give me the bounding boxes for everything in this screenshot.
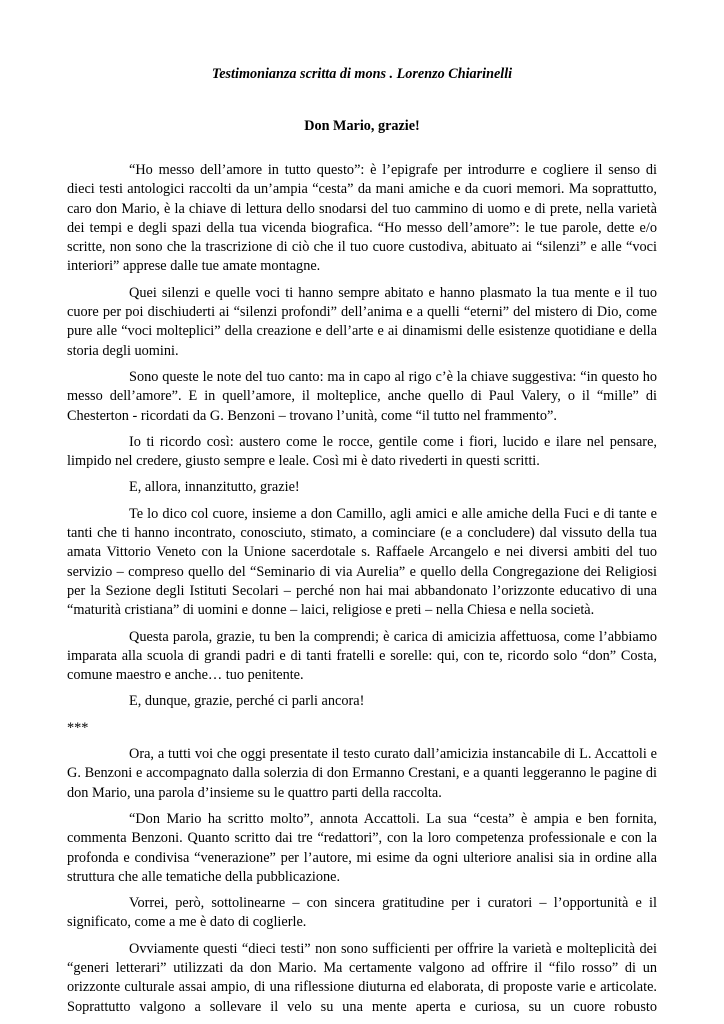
paragraph: Ora, a tutti voi che oggi presentate il testo curato dall’amicizia instancabile di L. Accattoli e G. Benzoni e accompagnato dalla solerzia di don Ermanno Crestani, e a quanti leggeranno le pagine di don Mario, una parola d’insieme su le quattro parti della raccolta. — [67, 746, 657, 801]
paragraph: E, dunque, grazie, perché ci parli ancora! — [129, 693, 365, 710]
document-title: Don Mario, grazie! — [304, 118, 420, 134]
paragraph: Sono queste le note del tuo canto: ma in capo al rigo c’è la chiave suggestiva: “in questo ho messo dell’amore”. E in quell’amore, il molteplice, anche quello di Paul Valery, o il “mille” di Chesterton - ricordati da G. Benzoni – trovano l’unità, come “il tutto nel frammento”. — [67, 368, 657, 424]
paragraph: Questa parola, grazie, tu ben la comprendi; è carica di amicizia affettuosa, come l’abbiamo imparata alla scuola di grandi padri e di tanti fratelli e sorelle: qui, con te, ricordo solo “don” Costa, comune maestro e anche… tuo penitente. — [67, 628, 657, 684]
paragraph: “Ho messo dell’amore in tutto questo”: è l’epigrafe per introdurre e cogliere il senso di dieci testi antologici raccolti da un’ampia “cesta” da mani amiche e da cuori memori. Ma soprattutto, caro don Mario, è la chiave di lettura dello snodarsi del tuo cammino di uomo e di prete, nella varietà dei tempi e degli spazi della tua vicenda biografica. “Ho messo dell’amore”: le tue parole, dette e/o scritte, non sono che la trascrizione di ciò che il tuo cuore custodiva, abituato ai “silenzi” e alle “voci interiori” apprese dalle tue amate montagne. — [67, 162, 657, 275]
paragraph: Vorrei, però, sottolinearne – con sincera gratitudine per i curatori – l’opportunità e il significato, come a me è dato di coglierle. — [67, 895, 657, 931]
document-body — [67, 161, 657, 1024]
paragraph: “Don Mario ha scritto molto”, annota Accattoli. La sua “cesta” è ampia e ben fornita, commenta Benzoni. Quanto scritto dai tre “redattori”, con la loro competenza professionale e con la profonda e condivisa “venerazione” per l’autore, mi esime da ogni ulteriore analisi sia in ordine alla struttura che alle tematiche della pubblicazione. — [67, 810, 657, 885]
paragraph: Ovviamente questi “dieci testi” non sono sufficienti per offrire la varietà e molteplicità dei “generi letterari” utilizzati da don Mario. Ma certamente valgono ad offrire il “filo rosso” di un orizzonte culturale assai ampio, di una riflessione diuturna ed elaborata, di proposte varie e articolate. Soprattutto valgono a sollevare il velo su una mente aperta e curiosa, su un cuore robusto — [67, 940, 657, 1015]
paragraph: E, allora, innanzitutto, grazie! — [129, 479, 300, 496]
document-header: Testimonianza scritta di mons . Lorenzo Chiarinelli — [211, 66, 513, 82]
paragraph: Te lo dico col cuore, insieme a don Camillo, agli amici e alle amiche della Fuci e di tante e tanti che ti hanno incontrato, conosciuto, stimato, a cominciare (e a concludere) dal vissuto della tua amata Vittorio Veneto con la Unione sacerdotale s. Raffaele Arcangelo e nei diversi ambiti del tuo servizio – compreso quello del “Seminario di via Aurelia” e quello della Congregazione dei Religiosi per la Sezione degli Istituti Secolari – perché non hai mai abbandonato l’orizzonte educativo di una “maturità cristiana” di uomini e donne – laici, religiose e preti – nella Chiesa e nella società. — [67, 505, 657, 619]
section-separator: *** — [67, 719, 89, 736]
paragraph: Io ti ricordo così: austero come le rocce, gentile come i fiori, lucido e ilare nel pensare, limpido nel credere, giusto sempre e leale. Così mi è dato rivederti in questi scritti. — [67, 433, 657, 470]
paragraph: Quei silenzi e quelle voci ti hanno sempre abitato e hanno plasmato la tua mente e il tuo cuore per poi dischiuderti ai “silenzi profondi” dell’anima e a quelli “eterni” del mistero di Dio, come pure alle “voci molteplici” della creazione e dell’arte e ai dinamismi delle esistenze quotidiane e della storia degli uomini. — [67, 284, 657, 359]
